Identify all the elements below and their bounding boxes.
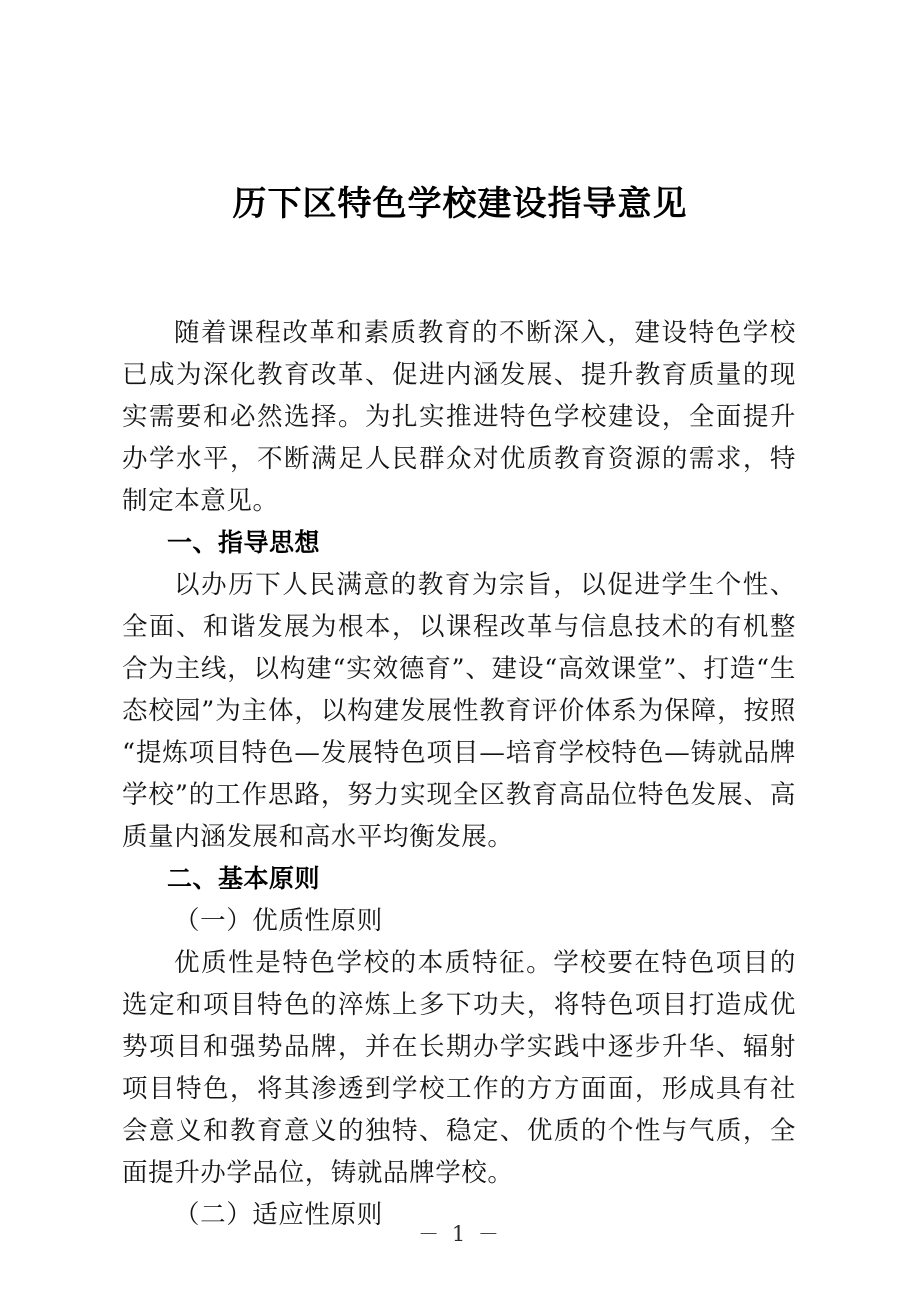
document-body (122, 312, 796, 1236)
section-heading-1: 一、指导思想 (167, 528, 321, 557)
section-heading-2: 二、基本原则 (167, 864, 321, 893)
page-title: 历下区特色学校建设指导意见 (232, 183, 688, 224)
sub-heading-2: （二）适应性原则 (174, 1200, 383, 1230)
page-number-footer: － 1 － (418, 1222, 502, 1246)
paragraph-preamble: 随着课程改革和素质教育的不断深入，建设特色学校已成为深化教育改革、促进内涵发展、提升教育质量的现实需要和必然选择。为扎实推进特色学校建设，全面提升办学水平，不断满足人民群众对优质教育资源的需求，特制定本意见。 (122, 318, 796, 516)
sub-heading-1: （一）优质性原则 (174, 906, 383, 936)
paragraph-guiding-ideology: 以办历下人民满意的教育为宗旨，以促进学生个性、全面、和谐发展为根本，以课程改革与信息技术的有机整合为主线，以构建“实效德育”、建设“高效课堂”、打造“生态校园”为主体，以构建发展性教育评价体系为保障，按照“提炼项目特色—发展特色项目—培育学校特色—铸就品牌学校”的工作思路，努力实现全区教育高品位特色发展、高质量内涵发展和高水平均衡发展。 (122, 570, 796, 852)
paragraph-quality-principle: 优质性是特色学校的本质特征。学校要在特色项目的选定和项目特色的淬炼上多下功夫，将特色项目打造成优势项目和强势品牌，并在长期办学实践中逐步升华、辐射项目特色，将其渗透到学校工作的方方面面，形成具有社会意义和教育意义的独特、稳定、优质的个性与气质，全面提升办学品位，铸就品牌学校。 (122, 948, 796, 1188)
